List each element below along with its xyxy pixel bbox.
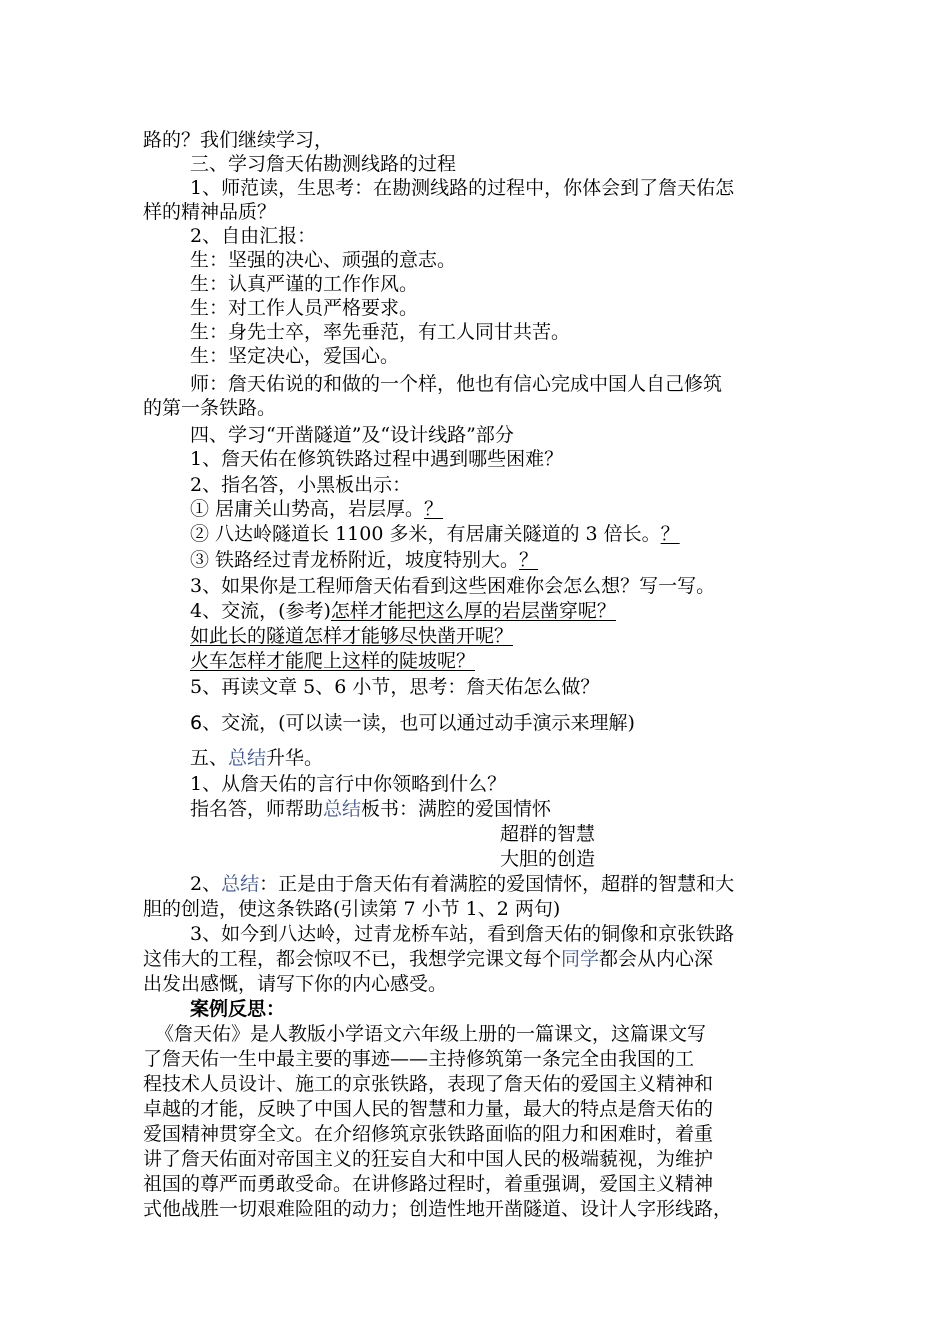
section-heading-3: 三、学习詹天佑勘测线路的过程: [190, 153, 457, 175]
blackboard-item: 超群的智慧: [500, 823, 596, 845]
text-span: 板书：满腔的爱国情怀: [361, 798, 552, 820]
text-line: 样的精神品质？: [143, 201, 277, 223]
text-line: 1、师范读，生思考：在勘测线路的过程中，你体会到了詹天佑怎: [190, 177, 735, 199]
reference-question: 如此长的隧道怎样才能够尽快凿开呢？: [190, 625, 514, 647]
text-line: 生：对工作人员严格要求。: [190, 297, 419, 319]
text-line: [190, 872, 734, 896]
text-span: 都会从内心深: [599, 948, 714, 970]
exchange-label: 4、交流，(参考): [190, 600, 331, 622]
text-line: 的第一条铁路。: [143, 397, 277, 419]
text-line: 生：坚定决心，爱国心。: [190, 345, 400, 367]
difficulty-text: ③ 铁路经过青龙桥附近，坡度特别大。: [190, 549, 520, 571]
text-line: 爱国精神贯穿全文。在介绍修筑京张铁路面临的阻力和困难时，着重: [143, 1123, 714, 1145]
difficulty-item-1: [190, 497, 443, 521]
text-span: 、交流，(可以读一读，也可以通过动手演示来理解): [202, 712, 635, 734]
summary-link[interactable]: 总结: [228, 747, 267, 769]
classmate-link[interactable]: 同学: [561, 948, 600, 970]
summary-link[interactable]: 总结: [323, 798, 362, 820]
text-line: 2、自由汇报：: [190, 225, 317, 247]
summary-link[interactable]: 总结: [221, 873, 260, 895]
text-line: 生：坚强的决心、顽强的意志。: [190, 249, 457, 271]
difficulty-text: ① 居庸关山势高，岩层厚。: [190, 498, 425, 520]
reflection-heading: 案例反思：: [190, 998, 286, 1020]
text-line: 式他战胜一切艰难险阻的动力；创造性地开凿隧道、设计人字形线路，: [143, 1198, 733, 1220]
difficulty-text: ② 八达岭隧道长 1100 多米，有居庸关隧道的 3 倍长。: [190, 523, 661, 545]
text-span: 升华。: [266, 747, 324, 769]
text-span: 五、: [190, 747, 229, 769]
section-heading-4: 四、学习“开凿隧道”及“设计线路”部分: [190, 424, 514, 446]
difficulty-item-2: [190, 522, 680, 546]
text-line: 生：身先士卒，率先垂范，有工人同甘共苦。: [190, 321, 571, 343]
text-line: 出发出感慨，请写下你的内心感受。: [143, 973, 448, 995]
text-line: 《詹天佑》是人教版小学语文六年级上册的一篇课文，这篇课文写: [155, 1023, 707, 1045]
text-span: ：正是由于詹天佑有着满腔的爱国情怀，超群的智慧和大: [259, 873, 735, 895]
text-line: [190, 711, 635, 735]
text-line: 师：詹天佑说的和做的一个样，他也有信心完成中国人自己修筑: [190, 373, 723, 395]
text-line: 1、从詹天佑的言行中你领略到什么？: [190, 773, 507, 795]
text-line: 了詹天佑一生中最主要的事迹——主持修筑第一条完全由我国的工: [143, 1048, 695, 1070]
reference-question: 怎样才能把这么厚的岩层凿穿呢？: [330, 600, 616, 622]
reference-question: 火车怎样才能爬上这样的陡坡呢？: [190, 650, 476, 672]
text-line: 卓越的才能，反映了中国人民的智慧和力量，最大的特点是詹天佑的: [143, 1098, 714, 1120]
text-line: [190, 599, 616, 623]
blackboard-item: 大胆的创造: [500, 848, 596, 870]
text-line: 2、指名答，小黑板出示：: [190, 474, 412, 496]
text-line: 5、再读文章 5、6 小节，思考：詹天佑怎么做？: [190, 676, 600, 698]
text-line: 祖国的尊严而勇敢受命。在讲修路过程时，着重强调，爱国主义精神: [143, 1173, 714, 1195]
text-line: 讲了詹天佑面对帝国主义的狂妄自大和中国人民的极端藐视，为维护: [143, 1148, 714, 1170]
question-blank: ？: [660, 523, 680, 545]
text-line: 胆的创造，使这条铁路(引读第 7 小节 1、2 两句): [143, 898, 561, 920]
text-line: 3、如果你是工程师詹天佑看到这些困难你会怎么想？写一写。: [190, 575, 716, 597]
question-blank: ？: [519, 549, 539, 571]
text-span: 这伟大的工程，都会惊叹不已，我想学完课文每个: [143, 948, 562, 970]
text-span: 指名答，师帮助: [190, 798, 324, 820]
text-line: [143, 947, 713, 971]
text-line: 3、如今到八达岭，过青龙桥车站，看到詹天佑的铜像和京张铁路: [190, 923, 735, 945]
section-heading-5: [190, 746, 323, 770]
text-line: [190, 797, 551, 821]
item-number: 6: [190, 712, 203, 734]
text-span: 2、: [190, 873, 222, 895]
question-blank: ？: [424, 498, 444, 520]
difficulty-item-3: [190, 548, 538, 572]
text-line: 1、詹天佑在修筑铁路过程中遇到哪些困难？: [190, 448, 564, 470]
text-line: 程技术人员设计、施工的京张铁路，表现了詹天佑的爱国主义精神和: [143, 1073, 714, 1095]
text-line: 路的？我们继续学习，: [143, 129, 334, 151]
text-line: 生：认真严谨的工作作风。: [190, 273, 419, 295]
